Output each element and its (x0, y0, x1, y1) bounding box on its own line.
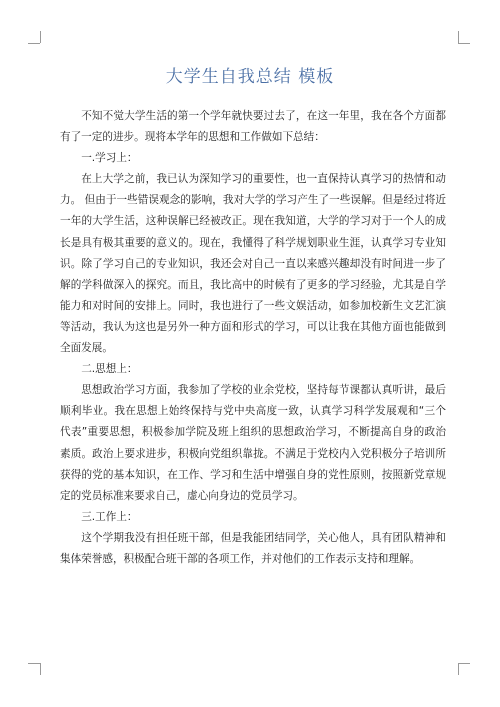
section-heading-study: 一.学习上： (81, 152, 138, 165)
section-heading-thought: 二.思想上： (81, 363, 138, 376)
crop-mark-top-right-v (458, 31, 459, 43)
section-heading-work: 三.工作上： (81, 510, 138, 523)
section-paragraph-work: 这个学期我没有担任班干部，但是我能团结同学，关心他人，具有团队精神和集体荣誉感，积极配合班干部的各项工作，并对他们的工作表示支持和理解。 (60, 531, 446, 565)
section-paragraph-thought: 思想政治学习方面，我参加了学校的业余党校，坚持每节课都认真听讲，最后顺利毕业。我在思想上始终保持与党中央高度一致，认真学习科学发展观和“三个代表”重要思想，积极参加学院及班上组织的思想政治学习，不断提高自身的政治素质。政治上要求进步，积极向党组织靠拢。不满足于党校内入党积极分子培训所获得的党的基本知识，在工作、学习和生活中增强自身的党性原则，按照新党章规定的党员标准来要求自己，虚心向身边的党员学习。 (60, 384, 446, 502)
section-paragraph-study: 在上大学之前，我已认为深知学习的重要性，也一直保持认真学习的热情和动力。 但由于一些错误观念的影响，我对大学的学习产生了一些误解。但是经过将近一年的大学生活，这种误解已经被改正。现在我知道，大学的学习对于一个人的成长是具有极其重要的意义的。现在，我懂得了科学规划职业生涯，认真学习专业知识。除了学习自己的专业知识，我还会对自己一直以来感兴趣却没有时间进一步了解的学科做深入的探究。而且，我比高中的时候有了更多的学习经验，尤其是自学能力和对时间的安排上。同时，我也进行了一些文娱活动，如参加校新生文艺汇演等活动，我认为这也是另外一种方面和形式的学习，可以让我在其他方面也能做到全面发展。 (60, 173, 446, 355)
document-title: 大学生自我总结 模板 (165, 67, 335, 87)
crop-mark-top-left-v (40, 31, 41, 43)
crop-mark-bottom-right-h (458, 663, 470, 664)
document-body (60, 106, 446, 570)
crop-mark-top-left-h (28, 43, 40, 44)
crop-mark-bottom-right-v (458, 663, 459, 675)
intro-paragraph: 不知不觉大学生活的第一个学年就快要过去了，在这一年里，我在各个方面都有了一定的进步。现将本学年的思想和工作做如下总结： (60, 110, 446, 144)
crop-mark-bottom-left-v (40, 663, 41, 675)
crop-mark-top-right-h (458, 43, 470, 44)
crop-mark-bottom-left-h (28, 663, 40, 664)
